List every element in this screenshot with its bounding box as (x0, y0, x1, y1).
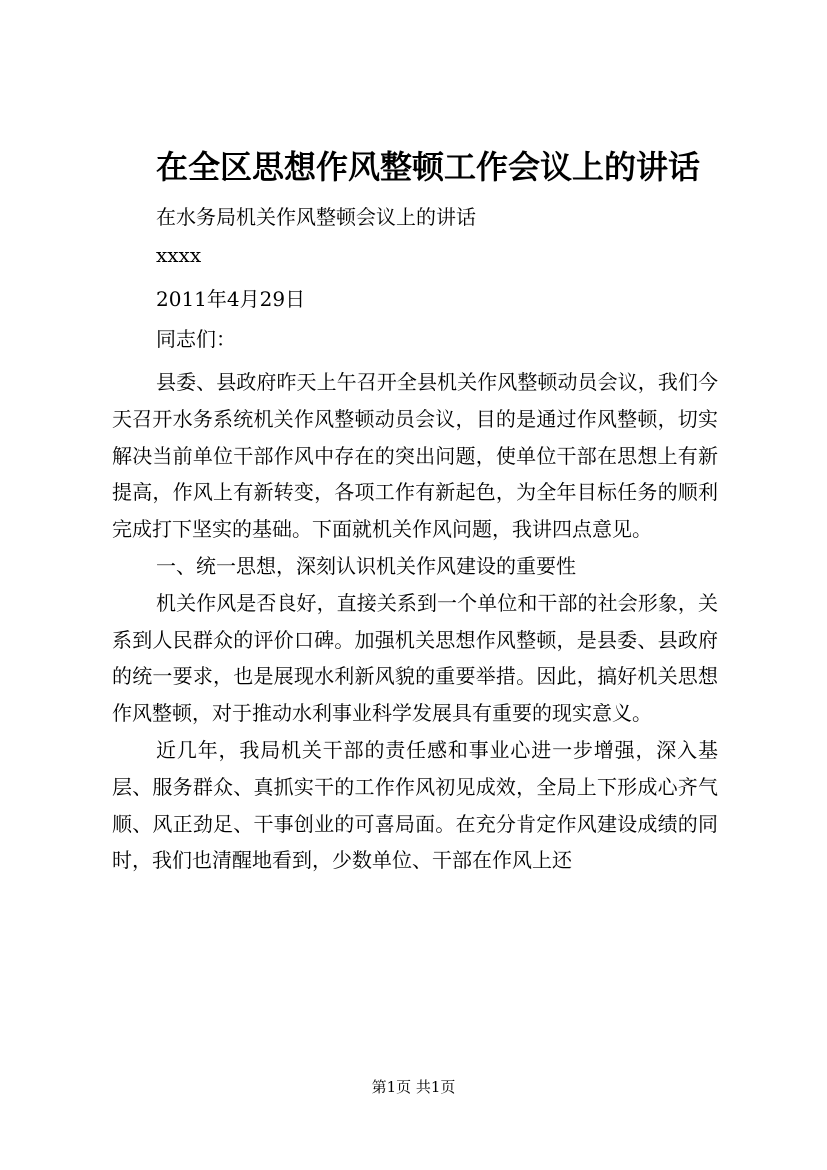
document-date: 2011年4月29日 (156, 287, 306, 311)
section-heading: 一、统一思想，深刻认识机关作风建设的重要性 (156, 553, 576, 578)
document-subtitle: 在水务局机关作风整顿会议上的讲话 (156, 205, 476, 229)
body-paragraph: 县委、县政府昨天上午召开全县机关作风整顿动员会议，我们今天召开水务系统机关作风整顿动员会议，目的是通过作风整顿，切实解决当前单位干部作风中存在的突出问题，使单位干部在思想上有新提高，作风上有新转变，各项工作有新起色，为全年目标任务的顺利完成打下坚实的基础。下面就机关作风问题，我讲四点意见。 (112, 370, 718, 542)
body-paragraph: 近几年，我局机关干部的责任感和事业心进一步增强，深入基层、服务群众、真抓实干的工作作风初见成效，全局上下形成心齐气顺、风正劲足、干事创业的可喜局面。在充分肯定作风建设成绩的同时，我们也清醒地看到，少数单位、干部在作风上还 (112, 737, 718, 873)
document-salutation: 同志们： (156, 327, 236, 351)
body-paragraph: 机关作风是否良好，直接关系到一个单位和干部的社会形象，关系到人民群众的评价口碑。加强机关思想作风整顿，是县委、县政府的统一要求，也是展现水利新风貌的重要举措。因此，搞好机关思想作风整顿，对于推动水利事业科学发展具有重要的现实意义。 (112, 590, 718, 726)
document-title: 在全区思想作风整顿工作会议上的讲话 (156, 148, 701, 186)
document-body (112, 364, 718, 879)
page-footer: 第1页 共1页 (371, 1078, 456, 1096)
document-author: xxxx (156, 243, 202, 267)
